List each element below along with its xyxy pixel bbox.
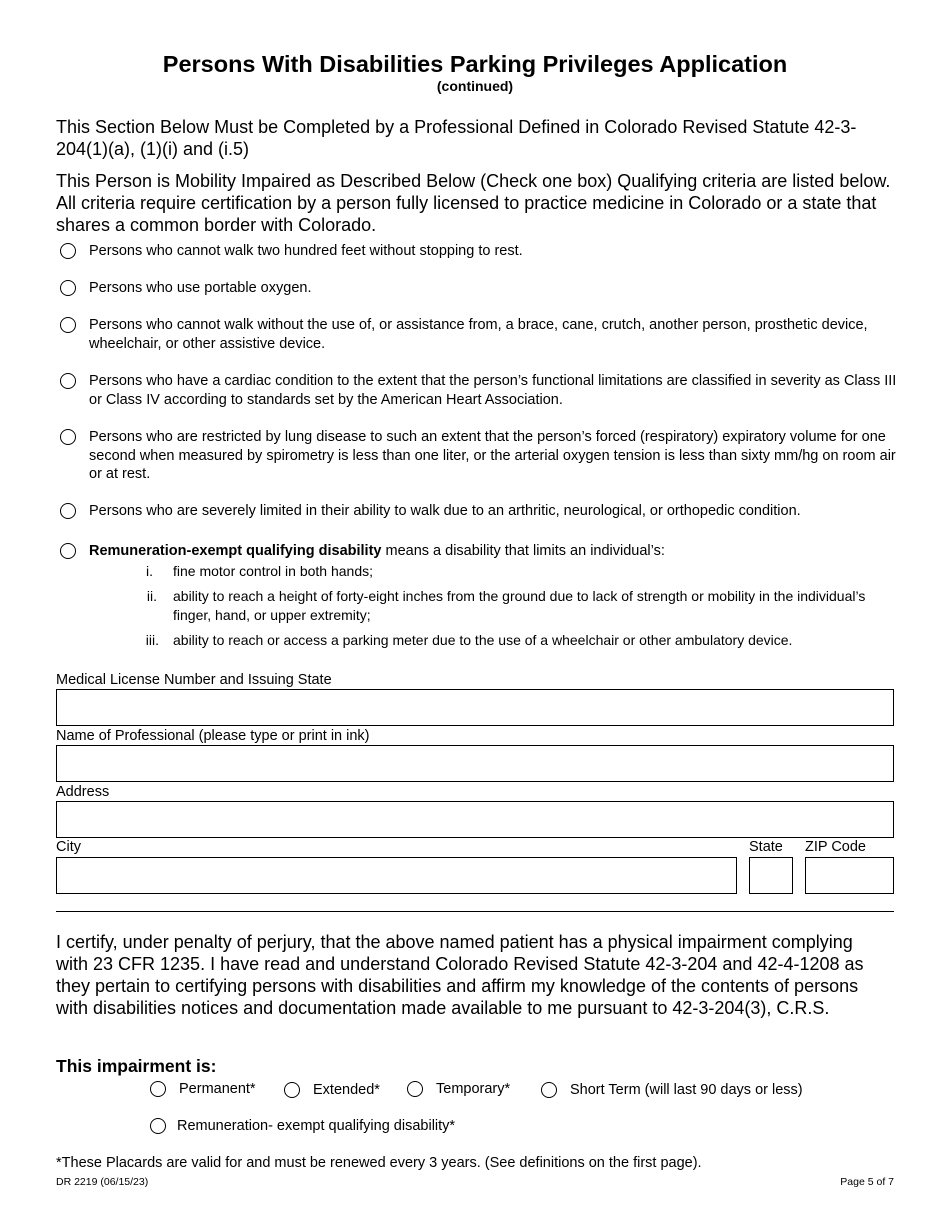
short-term-radio[interactable] (541, 1082, 557, 1098)
criteria-text-6: Persons who are severely limited in their ability to walk due to an arthritic, neurological, or orthopedic condition. (89, 503, 801, 519)
criteria-radio-6[interactable] (60, 503, 76, 519)
zip-input[interactable] (805, 857, 894, 894)
sub-item-text: ability to reach or access a parking meter due to the use of a wheelchair or other ambulatory device. (173, 632, 793, 648)
remuneration-term: Remuneration-exempt qualifying disability (89, 543, 382, 559)
criteria-text-4: Persons who have a cardiac condition to the extent that the person’s functional limitations are classified in severity as Class III or Class IV according to standards set by the American Heart Association. (89, 373, 897, 408)
remuneration-rest: means a disability that limits an individual’s: (381, 543, 665, 559)
remuneration-exempt-label: Remuneration- exempt qualifying disability* (177, 1118, 456, 1134)
sub-item-number: i. (146, 563, 153, 579)
criteria-radio-4[interactable] (60, 373, 76, 389)
criteria-radio-3[interactable] (60, 317, 76, 333)
sub-item-number: iii. (145, 632, 159, 648)
permanent-label: Permanent* (179, 1081, 256, 1097)
page-subtitle: (continued) (436, 78, 514, 94)
criteria-text-1: Persons who cannot walk two hundred feet without stopping to rest. (89, 243, 523, 259)
sub-item-text: fine motor control in both hands; (173, 563, 374, 579)
state-label: State (749, 839, 783, 855)
sub-item-number: ii. (146, 588, 157, 604)
criteria-radio-remuneration[interactable] (60, 543, 76, 559)
short-term-label: Short Term (will last 90 days or less) (570, 1082, 803, 1098)
impairment-heading: This impairment is: (56, 1056, 217, 1076)
remuneration-definition (89, 542, 899, 561)
extended-radio[interactable] (284, 1082, 300, 1098)
address-label: Address (56, 784, 110, 800)
section-divider (56, 911, 894, 912)
certification-statement: I certify, under penalty of perjury, that the above named patient has a physical impairment complying with 23 CFR 1235. I have read and understand Colorado Revised Statute 42-3-204 and 42-4-1208 as they pertain to certifying persons with disabilities and affirm my knowledge of the contents of persons with disabilities notices and documentation made available to me pursuant to 42-3-204(3), C.R.S. (56, 932, 864, 1018)
page-number: Page 5 of 7 (840, 1176, 894, 1188)
criteria-radio-2[interactable] (60, 280, 76, 296)
temporary-radio[interactable] (407, 1081, 423, 1097)
sub-item-text: ability to reach a height of forty-eight inches from the ground due to lack of strength or mobility in the individual’s finger, hand, or upper extremity; (173, 588, 866, 623)
city-label: City (56, 839, 81, 855)
criteria-intro: This Person is Mobility Impaired as Described Below (Check one box) Qualifying criteria are listed below. All criteria require certification by a person fully licensed to practice medicine in Colorado or a state that shares a common border with Colorado. (56, 171, 891, 235)
remuneration-exempt-radio[interactable] (150, 1118, 166, 1134)
extended-label: Extended* (313, 1082, 380, 1098)
criteria-radio-5[interactable] (60, 429, 76, 445)
page-title: Persons With Disabilities Parking Privileges Application (162, 51, 788, 77)
name-input[interactable] (56, 745, 894, 782)
form-id: DR 2219 (06/15/23) (56, 1176, 149, 1188)
name-label: Name of Professional (please type or print in ink) (56, 728, 370, 744)
address-input[interactable] (56, 801, 894, 838)
state-input[interactable] (749, 857, 793, 894)
criteria-text-5: Persons who are restricted by lung disease to such an extent that the person’s forced (respiratory) expiratory volume for one second when measured by spirometry is less than one liter, or the arterial oxygen tension is less than sixty mm/hg on room air or at rest. (89, 429, 896, 482)
criteria-text-2: Persons who use portable oxygen. (89, 280, 312, 296)
zip-label: ZIP Code (805, 839, 866, 855)
temporary-label: Temporary* (436, 1081, 511, 1097)
city-input[interactable] (56, 857, 737, 894)
license-label: Medical License Number and Issuing State (56, 672, 332, 688)
placard-footnote: *These Placards are valid for and must be renewed every 3 years. (See definitions on the first page). (56, 1155, 702, 1171)
criteria-radio-1[interactable] (60, 243, 76, 259)
permanent-radio[interactable] (150, 1081, 166, 1097)
criteria-text-3: Persons who cannot walk without the use of, or assistance from, a brace, cane, crutch, another person, prosthetic device, wheelchair, or other assistive device. (89, 317, 868, 352)
license-input[interactable] (56, 689, 894, 726)
section-intro: This Section Below Must be Completed by a Professional Defined in Colorado Revised Statute 42-3-204(1)(a), (1)(i) and (i.5) (56, 117, 857, 159)
